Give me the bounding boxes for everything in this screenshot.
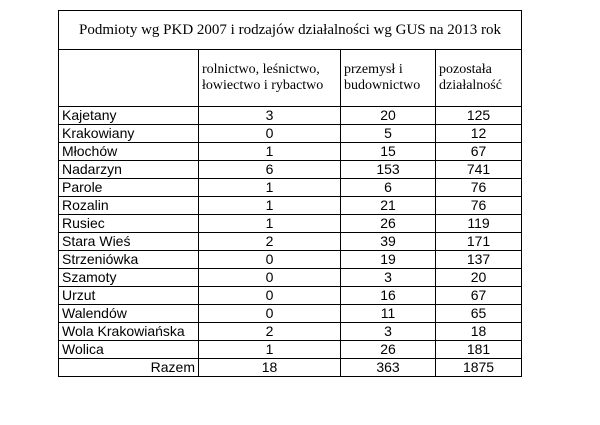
agriculture-count: 6 bbox=[199, 161, 341, 179]
locality-name: Szamoty bbox=[59, 269, 199, 287]
locality-name: Stara Wieś bbox=[59, 233, 199, 251]
header-locality bbox=[59, 50, 199, 107]
other-count: 67 bbox=[436, 287, 522, 305]
header-industry-line1: przemysł i bbox=[344, 62, 403, 77]
locality-name: Rozalin bbox=[59, 197, 199, 215]
table-row bbox=[59, 161, 522, 179]
agriculture-count: 0 bbox=[199, 305, 341, 323]
table-row bbox=[59, 341, 522, 359]
table-row bbox=[59, 269, 522, 287]
header-agriculture-line2: łowiectwo i rybactwo bbox=[202, 78, 324, 93]
table-row bbox=[59, 251, 522, 269]
industry-count: 15 bbox=[341, 143, 436, 161]
industry-count: 16 bbox=[341, 287, 436, 305]
table-row bbox=[59, 323, 522, 341]
agriculture-count: 1 bbox=[199, 341, 341, 359]
table-row bbox=[59, 125, 522, 143]
agriculture-count: 1 bbox=[199, 197, 341, 215]
industry-count: 39 bbox=[341, 233, 436, 251]
agriculture-count: 2 bbox=[199, 233, 341, 251]
header-other-line1: pozostała bbox=[439, 62, 492, 77]
header-industry-line2: budownictwo bbox=[344, 78, 421, 93]
industry-count: 11 bbox=[341, 305, 436, 323]
table-row bbox=[59, 143, 522, 161]
table-title: Podmioty wg PKD 2007 i rodzajów działalności wg GUS na 2013 rok bbox=[59, 11, 522, 50]
other-count: 20 bbox=[436, 269, 522, 287]
table-row bbox=[59, 107, 522, 125]
other-count: 137 bbox=[436, 251, 522, 269]
locality-name: Walendów bbox=[59, 305, 199, 323]
agriculture-count: 0 bbox=[199, 125, 341, 143]
industry-count: 153 bbox=[341, 161, 436, 179]
other-count: 12 bbox=[436, 125, 522, 143]
industry-count: 19 bbox=[341, 251, 436, 269]
agriculture-count: 1 bbox=[199, 179, 341, 197]
locality-name: Wola Krakowiańska bbox=[59, 323, 199, 341]
table-row bbox=[59, 215, 522, 233]
locality-name: Strzeniówka bbox=[59, 251, 199, 269]
other-count: 65 bbox=[436, 305, 522, 323]
industry-count: 20 bbox=[341, 107, 436, 125]
pkd-table bbox=[58, 10, 522, 377]
table-row bbox=[59, 233, 522, 251]
header-agriculture-line1: rolnictwo, leśnictwo, bbox=[202, 62, 320, 77]
total-row bbox=[59, 359, 522, 377]
locality-name: Urzut bbox=[59, 287, 199, 305]
industry-count: 6 bbox=[341, 179, 436, 197]
locality-name: Kajetany bbox=[59, 107, 199, 125]
locality-name: Wolica bbox=[59, 341, 199, 359]
other-count: 76 bbox=[436, 197, 522, 215]
industry-count: 26 bbox=[341, 341, 436, 359]
industry-count: 21 bbox=[341, 197, 436, 215]
header-other bbox=[436, 50, 522, 107]
industry-count: 5 bbox=[341, 125, 436, 143]
total-label: Razem bbox=[59, 359, 199, 377]
other-count: 125 bbox=[436, 107, 522, 125]
table-row bbox=[59, 197, 522, 215]
other-count: 67 bbox=[436, 143, 522, 161]
header-industry bbox=[341, 50, 436, 107]
total-other: 1875 bbox=[436, 359, 522, 377]
other-count: 181 bbox=[436, 341, 522, 359]
table-row bbox=[59, 305, 522, 323]
header-agriculture bbox=[199, 50, 341, 107]
industry-count: 26 bbox=[341, 215, 436, 233]
other-count: 171 bbox=[436, 233, 522, 251]
header-other-line2: działalność bbox=[439, 78, 502, 93]
agriculture-count: 0 bbox=[199, 269, 341, 287]
other-count: 76 bbox=[436, 179, 522, 197]
industry-count: 3 bbox=[341, 323, 436, 341]
other-count: 18 bbox=[436, 323, 522, 341]
locality-name: Nadarzyn bbox=[59, 161, 199, 179]
total-industry: 363 bbox=[341, 359, 436, 377]
locality-name: Parole bbox=[59, 179, 199, 197]
locality-name: Młochów bbox=[59, 143, 199, 161]
other-count: 741 bbox=[436, 161, 522, 179]
agriculture-count: 3 bbox=[199, 107, 341, 125]
header-row bbox=[59, 50, 522, 107]
other-count: 119 bbox=[436, 215, 522, 233]
locality-name: Krakowiany bbox=[59, 125, 199, 143]
total-agriculture: 18 bbox=[199, 359, 341, 377]
agriculture-count: 0 bbox=[199, 251, 341, 269]
table-row bbox=[59, 179, 522, 197]
agriculture-count: 2 bbox=[199, 323, 341, 341]
industry-count: 3 bbox=[341, 269, 436, 287]
table-row bbox=[59, 287, 522, 305]
agriculture-count: 1 bbox=[199, 143, 341, 161]
agriculture-count: 0 bbox=[199, 287, 341, 305]
locality-name: Rusiec bbox=[59, 215, 199, 233]
agriculture-count: 1 bbox=[199, 215, 341, 233]
